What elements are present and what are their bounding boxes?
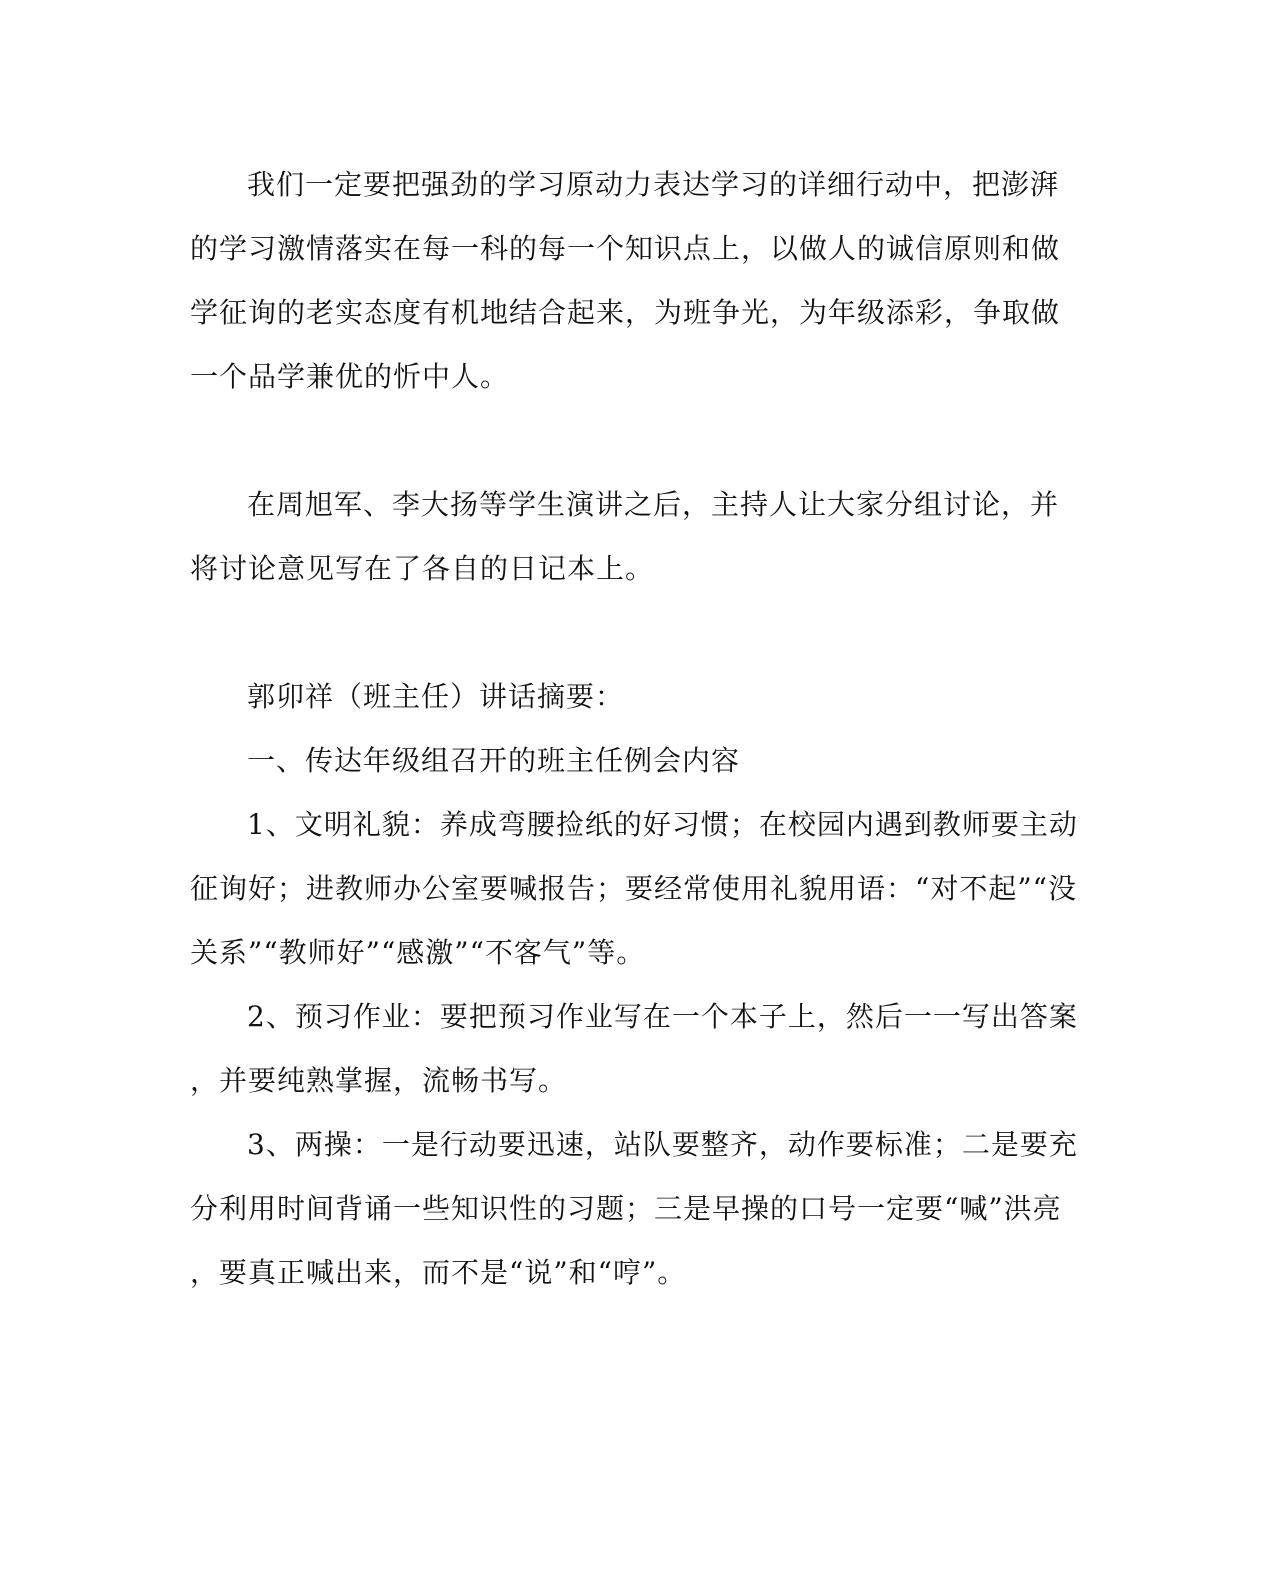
paragraph-2-line-1: 在周旭军、李大扬等学生演讲之后，主持人让大家分组讨论，并 — [247, 488, 1060, 521]
item-3-line-2: 分利用时间背诵一些知识性的习题；三是早操的口号一定要“喊”洪亮 — [190, 1192, 1062, 1225]
paragraph-1-line-4: 一个品学兼优的忻中人。 — [190, 360, 510, 393]
item-3-line-1: 3、两操：一是行动要迅速，站队要整齐，动作要标准；二是要充 — [247, 1128, 1078, 1161]
item-3-line-3: ，要真正喊出来，而不是“说”和“哼”。 — [190, 1256, 687, 1289]
paragraph-1-line-2: 的学习激情落实在每一科的每一个知识点上，以做人的诚信原则和做 — [190, 232, 1061, 265]
item-2-line-1: 2、预习作业：要把预习作业写在一个本子上，然后一一写出答案 — [247, 1000, 1078, 1033]
item-1-line-2: 征询好；进教师办公室要喊报告；要经常使用礼貌用语：“对不起”“没 — [190, 872, 1077, 905]
paragraph-1-line-1: 我们一定要把强劲的学习原动力表达学习的详细行动中，把澎湃 — [247, 168, 1060, 201]
item-1-line-3: 关系”“教师好”“感激”“不客气”等。 — [190, 936, 646, 969]
item-1-line-1: 1、文明礼貌：养成弯腰捡纸的好习惯；在校园内遇到教师要主动 — [247, 808, 1078, 841]
speech-summary-heading: 郭卯祥（班主任）讲话摘要： — [247, 680, 625, 713]
item-2-line-2: ，并要纯熟掌握，流畅书写。 — [190, 1064, 568, 1097]
paragraph-1-line-3: 学征询的老实态度有机地结合起来，为班争光，为年级添彩，争取做 — [190, 296, 1061, 329]
paragraph-2-line-2: 将讨论意见写在了各自的日记本上。 — [190, 552, 655, 585]
section-one-heading: 一、传达年级组召开的班主任例会内容 — [247, 744, 741, 777]
